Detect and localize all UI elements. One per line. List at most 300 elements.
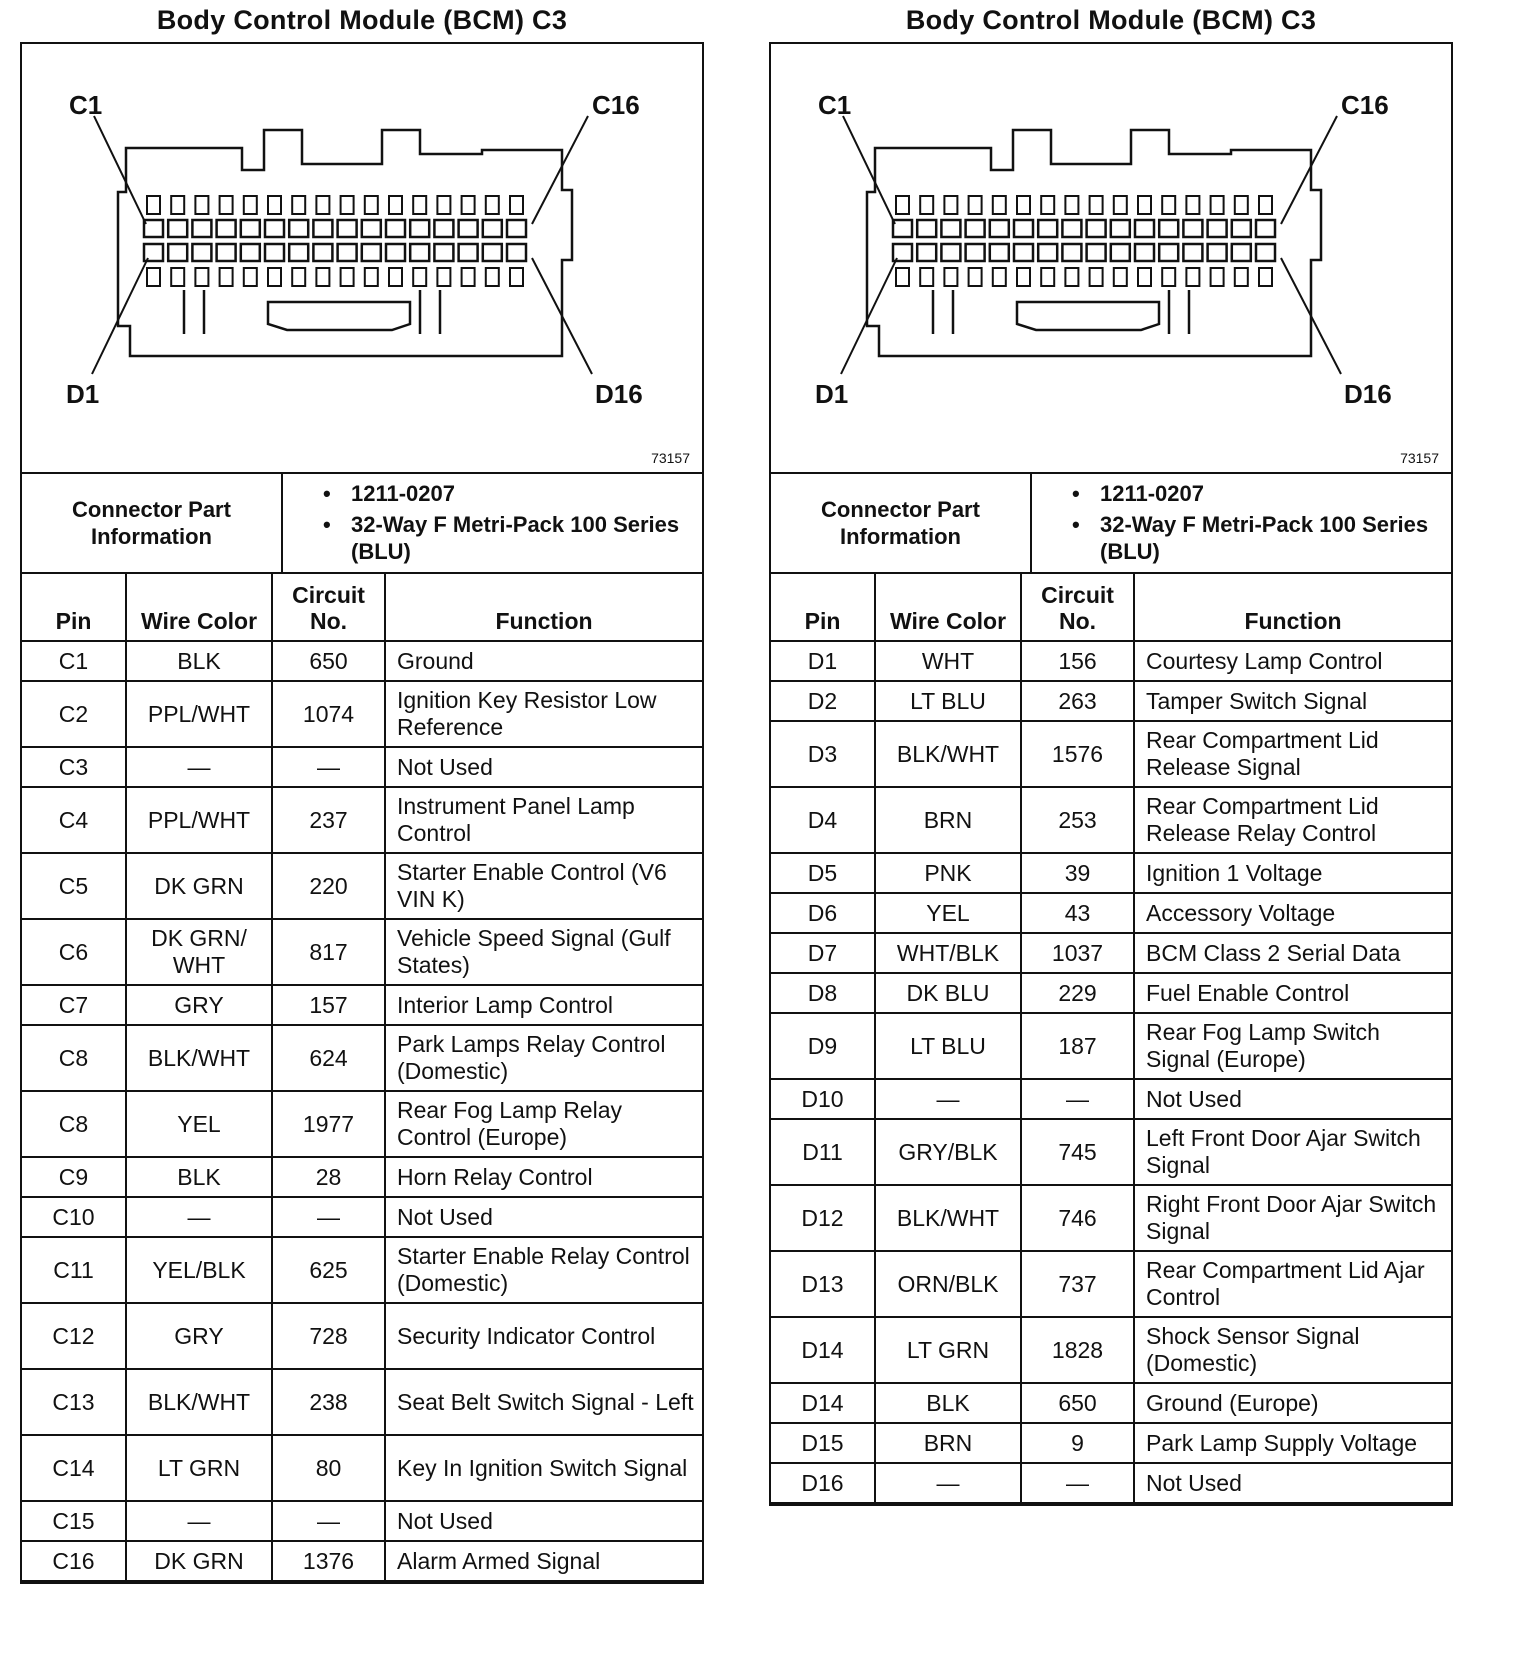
pin-slot-bottom [486, 268, 499, 286]
pin-slot-bottom [1162, 268, 1175, 286]
circuit-no-cell: 43 [1021, 893, 1134, 933]
pin-cavity-d [966, 244, 985, 261]
connector-part-info [22, 474, 702, 574]
connector-type: • 32-Way F Metri-Pack 100 Series (BLU) [1072, 511, 1451, 565]
pin-cavity-c [217, 220, 236, 237]
pin-slot-top [1186, 196, 1199, 214]
pin-slot-top [413, 196, 426, 214]
function-cell: Starter Enable Control (V6 VIN K) [385, 853, 702, 919]
pin-label-c1: C1 [69, 90, 103, 120]
function-cell: Park Lamps Relay Control (Domestic) [385, 1025, 702, 1091]
circuit-no-cell: 229 [1021, 973, 1134, 1013]
pin-slot-bottom [920, 268, 933, 286]
function-cell: BCM Class 2 Serial Data [1134, 933, 1451, 973]
pin-cavity-d [1256, 244, 1275, 261]
pin-cell: D11 [771, 1119, 875, 1185]
wire-color-cell: WHT/BLK [875, 933, 1021, 973]
pin-slot-top [220, 196, 233, 214]
pin-slot-bottom [896, 268, 909, 286]
leader-c1 [94, 116, 146, 224]
pin-cavity-c [893, 220, 912, 237]
pin-cavity-c [265, 220, 284, 237]
pin-cell: C8 [22, 1025, 126, 1091]
pin-label-d1: D1 [66, 379, 100, 409]
wire-color-cell: — [126, 1501, 272, 1541]
wire-color-cell: — [875, 1463, 1021, 1503]
pin-cavity-d [265, 244, 284, 261]
pin-cell: D6 [771, 893, 875, 933]
pin-cavity-c [990, 220, 1009, 237]
pin-cavity-d [168, 244, 187, 261]
table-row [22, 1435, 702, 1501]
pin-cavity-c [313, 220, 332, 237]
pin-cell: C9 [22, 1157, 126, 1197]
pin-cavity-c [1038, 220, 1057, 237]
connector-type: • 32-Way F Metri-Pack 100 Series (BLU) [323, 511, 702, 565]
pin-cavity-d [459, 244, 478, 261]
wire-color-cell: WHT [875, 641, 1021, 681]
pin-slot-bottom [437, 268, 450, 286]
circuit-no-cell: 1828 [1021, 1317, 1134, 1383]
pin-cell: D1 [771, 641, 875, 681]
table-row [22, 1197, 702, 1237]
pin-cell: D8 [771, 973, 875, 1013]
pin-slot-top [1138, 196, 1151, 214]
pin-cavity-c [386, 220, 405, 237]
wire-color-cell: — [126, 1197, 272, 1237]
pin-slot-bottom [292, 268, 305, 286]
pinout-table [771, 574, 1451, 1504]
pin-slot-top [341, 196, 354, 214]
wire-color-cell: BLK [126, 641, 272, 681]
function-cell: Accessory Voltage [1134, 893, 1451, 933]
circuit-no-cell: 220 [272, 853, 385, 919]
circuit-no-cell: 238 [272, 1369, 385, 1435]
function-cell: Seat Belt Switch Signal - Left [385, 1369, 702, 1435]
connector-part-info-values [1032, 474, 1451, 572]
pin-label-c1: C1 [818, 90, 852, 120]
pin-slot-top [1065, 196, 1078, 214]
pin-slot-top [1162, 196, 1175, 214]
circuit-no-cell: — [272, 1197, 385, 1237]
wire-color-cell: — [126, 747, 272, 787]
pin-cell: C11 [22, 1237, 126, 1303]
pin-slot-top [993, 196, 1006, 214]
pin-cell: D16 [771, 1463, 875, 1503]
pin-slot-top [1041, 196, 1054, 214]
header-pin: Pin [771, 574, 875, 641]
table-row [771, 1013, 1451, 1079]
part-number: • 1211-0207 [1072, 480, 1451, 507]
function-cell: Instrument Panel Lamp Control [385, 787, 702, 853]
circuit-no-cell: 746 [1021, 1185, 1134, 1251]
function-cell: Interior Lamp Control [385, 985, 702, 1025]
pin-slot-bottom [220, 268, 233, 286]
pin-slot-bottom [1114, 268, 1127, 286]
connector-box [20, 42, 704, 1584]
pin-label-c16: C16 [592, 90, 640, 120]
pin-cavity-d [483, 244, 502, 261]
wire-color-cell: LT BLU [875, 1013, 1021, 1079]
pin-cavity-d [1038, 244, 1057, 261]
function-cell: Ignition 1 Voltage [1134, 853, 1451, 893]
table-row [22, 1157, 702, 1197]
pin-cavity-d [917, 244, 936, 261]
wire-color-cell: ORN/BLK [875, 1251, 1021, 1317]
pin-cell: D15 [771, 1423, 875, 1463]
pin-cavity-c [434, 220, 453, 237]
pin-cavity-c [410, 220, 429, 237]
circuit-no-cell: 1376 [272, 1541, 385, 1581]
table-row [22, 641, 702, 681]
pin-cavity-d [1014, 244, 1033, 261]
wire-color-cell: GRY [126, 1303, 272, 1369]
function-cell: Security Indicator Control [385, 1303, 702, 1369]
pin-slot-top [1235, 196, 1248, 214]
left-connector-panel [20, 0, 704, 1584]
table-row [22, 1025, 702, 1091]
leader-c1 [843, 116, 895, 224]
pin-slot-top [292, 196, 305, 214]
pin-cavity-d [434, 244, 453, 261]
function-cell: Starter Enable Relay Control (Domestic) [385, 1237, 702, 1303]
pin-slot-bottom [195, 268, 208, 286]
pin-cell: C7 [22, 985, 126, 1025]
pin-cavity-c [1111, 220, 1130, 237]
connector-diagram [771, 44, 1451, 474]
circuit-no-cell: 650 [272, 641, 385, 681]
pin-cell: D14 [771, 1383, 875, 1423]
connector-box [769, 42, 1453, 1506]
pin-cavity-c [338, 220, 357, 237]
pin-slot-bottom [365, 268, 378, 286]
pin-cavity-d [192, 244, 211, 261]
pin-cavity-c [289, 220, 308, 237]
pin-slot-top [969, 196, 982, 214]
wire-color-cell: GRY/BLK [875, 1119, 1021, 1185]
pin-cell: D2 [771, 681, 875, 721]
table-row [22, 1091, 702, 1157]
pin-cavity-d [241, 244, 260, 261]
pin-cavity-d [1159, 244, 1178, 261]
function-cell: Park Lamp Supply Voltage [1134, 1423, 1451, 1463]
function-cell: Not Used [385, 747, 702, 787]
pin-slot-bottom [244, 268, 257, 286]
table-row [771, 641, 1451, 681]
wire-color-cell: YEL/BLK [126, 1237, 272, 1303]
pin-slot-bottom [1138, 268, 1151, 286]
pin-cell: D7 [771, 933, 875, 973]
pin-cavity-c [1014, 220, 1033, 237]
pin-label-d1: D1 [815, 379, 849, 409]
table-row [771, 1423, 1451, 1463]
wire-color-cell: DK GRN [126, 1541, 272, 1581]
circuit-no-cell: 737 [1021, 1251, 1134, 1317]
circuit-no-cell: 253 [1021, 787, 1134, 853]
pin-cavity-d [1183, 244, 1202, 261]
pin-cell: C8 [22, 1091, 126, 1157]
circuit-no-cell: 1977 [272, 1091, 385, 1157]
connector-part-info [771, 474, 1451, 574]
header-pin: Pin [22, 574, 126, 641]
pin-slot-top [1114, 196, 1127, 214]
pin-label-d16: D16 [595, 379, 643, 409]
table-row [22, 853, 702, 919]
circuit-no-cell: — [272, 1501, 385, 1541]
function-cell: Rear Compartment Lid Release Relay Control [1134, 787, 1451, 853]
circuit-no-cell: 624 [272, 1025, 385, 1091]
pin-cell: C13 [22, 1369, 126, 1435]
function-cell: Rear Fog Lamp Relay Control (Europe) [385, 1091, 702, 1157]
table-row [771, 1317, 1451, 1383]
pin-slot-bottom [268, 268, 281, 286]
circuit-no-cell: 39 [1021, 853, 1134, 893]
pin-slot-top [171, 196, 184, 214]
pin-slot-top [486, 196, 499, 214]
pin-slot-top [316, 196, 329, 214]
pin-slot-top [896, 196, 909, 214]
circuit-no-cell: 625 [272, 1237, 385, 1303]
pin-cavity-c [1208, 220, 1227, 237]
pin-slot-bottom [341, 268, 354, 286]
table-row [22, 787, 702, 853]
pin-slot-top [244, 196, 257, 214]
pin-slot-top [920, 196, 933, 214]
circuit-no-cell: 745 [1021, 1119, 1134, 1185]
pin-slot-bottom [969, 268, 982, 286]
pin-cavity-c [1135, 220, 1154, 237]
panel-title: Body Control Module (BCM) C3 [156, 5, 568, 35]
pin-slot-bottom [993, 268, 1006, 286]
function-cell: Ground [385, 641, 702, 681]
connector-part-info-label: Connector Part Information [771, 474, 1032, 572]
pin-cell: D14 [771, 1317, 875, 1383]
function-cell: Vehicle Speed Signal (Gulf States) [385, 919, 702, 985]
table-row [22, 1541, 702, 1581]
table-row [771, 681, 1451, 721]
wire-color-cell: PPL/WHT [126, 681, 272, 747]
panel-title: Body Control Module (BCM) C3 [905, 5, 1317, 35]
pin-cell: D12 [771, 1185, 875, 1251]
leader-c16 [532, 116, 588, 224]
header-wire-color: Wire Color [126, 574, 272, 641]
pin-cavity-d [1232, 244, 1251, 261]
wire-color-cell: BLK/WHT [126, 1369, 272, 1435]
pin-cell: D3 [771, 721, 875, 787]
pin-cell: C2 [22, 681, 126, 747]
table-row [771, 787, 1451, 853]
pin-cavity-c [941, 220, 960, 237]
pin-cavity-d [1135, 244, 1154, 261]
wire-color-cell: DK GRN [126, 853, 272, 919]
table-row [771, 1119, 1451, 1185]
header-function: Function [385, 574, 702, 641]
function-cell: Key In Ignition Switch Signal [385, 1435, 702, 1501]
wire-color-cell: BLK/WHT [875, 721, 1021, 787]
wire-color-cell: LT GRN [126, 1435, 272, 1501]
pin-cell: C14 [22, 1435, 126, 1501]
pin-cell: D10 [771, 1079, 875, 1119]
circuit-no-cell: 728 [272, 1303, 385, 1369]
pin-cavity-d [410, 244, 429, 261]
table-row [22, 747, 702, 787]
wire-color-cell: BLK [875, 1383, 1021, 1423]
circuit-no-cell: 1576 [1021, 721, 1134, 787]
pin-cell: C10 [22, 1197, 126, 1237]
pin-cavity-c [1232, 220, 1251, 237]
pin-cell: C12 [22, 1303, 126, 1369]
pin-cell: C5 [22, 853, 126, 919]
circuit-no-cell: 817 [272, 919, 385, 985]
wire-color-cell: YEL [126, 1091, 272, 1157]
pin-cell: C4 [22, 787, 126, 853]
pin-cavity-c [1062, 220, 1081, 237]
wire-color-cell: BLK/WHT [126, 1025, 272, 1091]
pin-slot-top [1211, 196, 1224, 214]
pin-cell: D9 [771, 1013, 875, 1079]
function-cell: Alarm Armed Signal [385, 1541, 702, 1581]
table-row [771, 1463, 1451, 1503]
wire-color-cell: PNK [875, 853, 1021, 893]
pin-cavity-d [217, 244, 236, 261]
table-row [22, 1501, 702, 1541]
pin-cavity-c [1256, 220, 1275, 237]
pin-cavity-d [289, 244, 308, 261]
table-row [771, 721, 1451, 787]
table-row [771, 1383, 1451, 1423]
circuit-no-cell: — [1021, 1463, 1134, 1503]
function-cell: Not Used [1134, 1463, 1451, 1503]
function-cell: Not Used [385, 1501, 702, 1541]
function-cell: Not Used [385, 1197, 702, 1237]
pin-cavity-c [483, 220, 502, 237]
connector-diagram [22, 44, 702, 474]
pin-cavity-d [1087, 244, 1106, 261]
pin-slot-bottom [1041, 268, 1054, 286]
pin-cavity-c [362, 220, 381, 237]
pin-cell: D5 [771, 853, 875, 893]
pin-slot-top [389, 196, 402, 214]
pin-cell: C3 [22, 747, 126, 787]
pin-cavity-d [1208, 244, 1227, 261]
pin-slot-bottom [316, 268, 329, 286]
pin-cavity-c [1159, 220, 1178, 237]
wire-color-cell: LT BLU [875, 681, 1021, 721]
circuit-no-cell: — [1021, 1079, 1134, 1119]
right-connector-panel [769, 0, 1453, 1506]
pin-cavity-d [1111, 244, 1130, 261]
function-cell: Right Front Door Ajar Switch Signal [1134, 1185, 1451, 1251]
table-header-row [771, 574, 1451, 641]
latch-slot [268, 302, 410, 330]
pin-slot-top [268, 196, 281, 214]
table-row [771, 973, 1451, 1013]
circuit-no-cell: 9 [1021, 1423, 1134, 1463]
pin-cavity-d [386, 244, 405, 261]
wire-color-cell: — [875, 1079, 1021, 1119]
wire-color-cell: BLK/WHT [875, 1185, 1021, 1251]
wire-color-cell: BLK [126, 1157, 272, 1197]
pin-slot-bottom [1259, 268, 1272, 286]
pin-slot-top [437, 196, 450, 214]
latch-slot [1017, 302, 1159, 330]
pin-cavity-c [168, 220, 187, 237]
pin-cavity-c [192, 220, 211, 237]
wire-color-cell: DK BLU [875, 973, 1021, 1013]
pin-slot-bottom [1017, 268, 1030, 286]
circuit-no-cell: 263 [1021, 681, 1134, 721]
connector-part-info-values [283, 474, 702, 572]
leader-c16 [1281, 116, 1337, 224]
table-row [771, 1251, 1451, 1317]
table-row [22, 1369, 702, 1435]
wire-color-cell: DK GRN/ WHT [126, 919, 272, 985]
pin-slot-bottom [462, 268, 475, 286]
circuit-no-cell: 237 [272, 787, 385, 853]
table-row [771, 1079, 1451, 1119]
wire-color-cell: BRN [875, 1423, 1021, 1463]
header-wire-color: Wire Color [875, 574, 1021, 641]
pin-cavity-c [507, 220, 526, 237]
pin-slot-top [365, 196, 378, 214]
circuit-no-cell: 28 [272, 1157, 385, 1197]
pin-slot-top [1017, 196, 1030, 214]
connector-part-info-label: Connector Part Information [22, 474, 283, 572]
table-row [771, 893, 1451, 933]
function-cell: Horn Relay Control [385, 1157, 702, 1197]
pin-cavity-c [459, 220, 478, 237]
circuit-no-cell: — [272, 747, 385, 787]
pin-cavity-d [507, 244, 526, 261]
pin-cavity-c [241, 220, 260, 237]
function-cell: Shock Sensor Signal (Domestic) [1134, 1317, 1451, 1383]
pin-slot-bottom [1065, 268, 1078, 286]
pin-label-d16: D16 [1344, 379, 1392, 409]
pin-cavity-c [1183, 220, 1202, 237]
header-function: Function [1134, 574, 1451, 641]
function-cell: Courtesy Lamp Control [1134, 641, 1451, 681]
pin-slot-bottom [944, 268, 957, 286]
pin-slot-top [462, 196, 475, 214]
pin-slot-top [944, 196, 957, 214]
pin-slot-bottom [1186, 268, 1199, 286]
pin-slot-bottom [171, 268, 184, 286]
pin-slot-bottom [389, 268, 402, 286]
pin-cell: D13 [771, 1251, 875, 1317]
pin-slot-top [1259, 196, 1272, 214]
pin-cavity-d [362, 244, 381, 261]
table-row [771, 853, 1451, 893]
table-row [22, 1237, 702, 1303]
pin-cavity-d [1062, 244, 1081, 261]
circuit-no-cell: 156 [1021, 641, 1134, 681]
pin-cavity-d [941, 244, 960, 261]
pin-cavity-d [338, 244, 357, 261]
wire-color-cell: GRY [126, 985, 272, 1025]
table-header-row [22, 574, 702, 641]
function-cell: Ignition Key Resistor Low Reference [385, 681, 702, 747]
pin-cell: C16 [22, 1541, 126, 1581]
wire-color-cell: LT GRN [875, 1317, 1021, 1383]
wire-color-cell: YEL [875, 893, 1021, 933]
pin-cell: C1 [22, 641, 126, 681]
table-row [22, 985, 702, 1025]
circuit-no-cell: 1074 [272, 681, 385, 747]
pin-cavity-d [990, 244, 1009, 261]
pin-slot-top [147, 196, 160, 214]
circuit-no-cell: 650 [1021, 1383, 1134, 1423]
table-row [22, 1303, 702, 1369]
